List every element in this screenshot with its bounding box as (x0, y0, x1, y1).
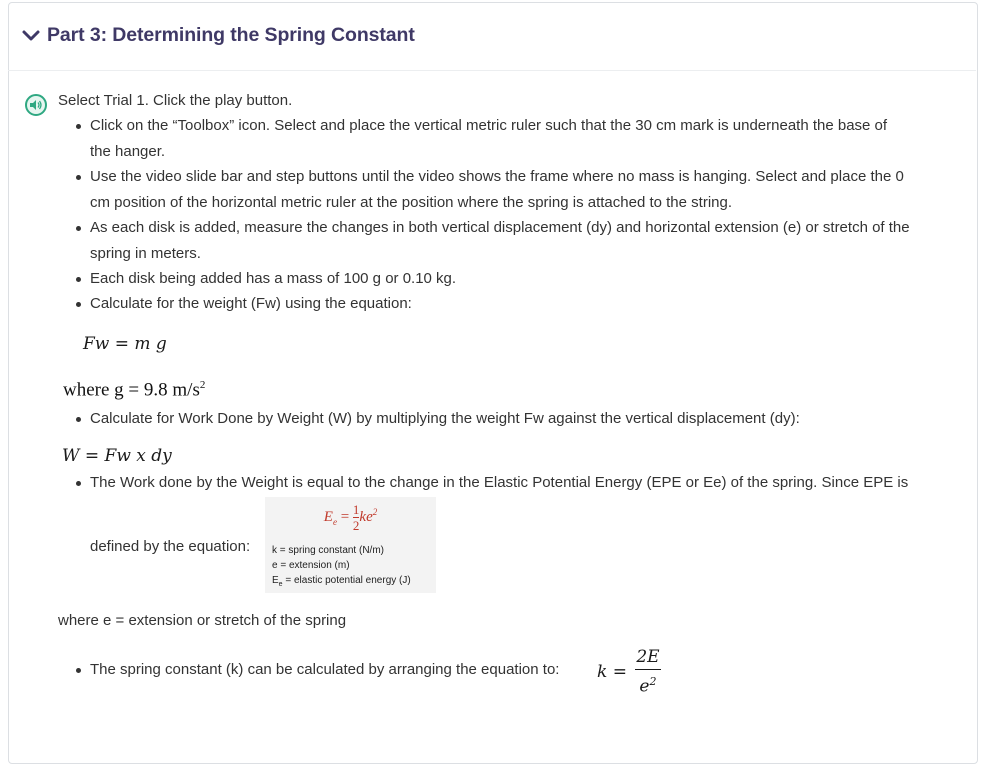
formula-legend-ee: $E_e$ = elastic potential energy (J) (272, 575, 411, 588)
formula-legend-e: e = extension (m) (272, 560, 350, 571)
k-numerator: 2E (636, 647, 660, 667)
section-header[interactable] (21, 24, 415, 47)
bullet-text: Calculate for Work Done by Weight (W) by multiplying the weight Fw against the vertical displacement (dy): (90, 410, 800, 427)
bullet-text: Click on the “Toolbox” icon. Select and place the vertical metric ruler such that the 30 cm mark is underneath the base of (90, 117, 888, 134)
bullet-text: Use the video slide bar and step buttons until the video shows the frame where no mass is hanging. Select and place the 0 (90, 168, 904, 185)
intro-text: Select Trial 1. Click the play button. (58, 92, 293, 109)
bullet-dot (76, 417, 81, 422)
defined-by-text: defined by the equation: (90, 538, 251, 555)
k-denominator: $e^2$ (639, 675, 657, 697)
divider (8, 70, 976, 71)
equation-fw: Fw = m g (83, 334, 167, 354)
section-title: Part 3: Determining the Spring Constant (47, 24, 415, 46)
bullet-dot (76, 226, 81, 231)
bullet-dot (76, 277, 81, 282)
equation-k: k = 2E $e^2$ (597, 647, 660, 697)
bullet-dot (76, 124, 81, 129)
bullet-text: spring in meters. (90, 245, 201, 262)
epe-formula-image (265, 497, 436, 593)
epe-formula: $E_e$ = $\frac{1}{2}$ $ke^2$ (323, 502, 378, 533)
bullet-text: As each disk is added, measure the changes in both vertical displacement (dy) and horizontal extension (e) or stretch of the (90, 219, 910, 236)
bullet-dot (76, 668, 81, 673)
formula-legend-k: k = spring constant (N/m) (272, 545, 384, 556)
where-g-text: where g = 9.8 $m/s^2$ (63, 379, 206, 401)
bullet-text: Each disk being added has a mass of 100 g or 0.10 kg. (90, 270, 457, 287)
bullet-dot (76, 481, 81, 486)
bullet-dot (76, 302, 81, 307)
where-e-text: where e = extension or stretch of the spring (58, 612, 347, 629)
speaker-icon[interactable] (25, 94, 47, 116)
bullet-text: cm position of the horizontal metric ruler at the position where the spring is attached to the string. (90, 194, 732, 211)
bullet-text: The Work done by the Weight is equal to the change in the Elastic Potential Energy (EPE or Ee) of the spring. Since EPE is (90, 474, 909, 491)
bullet-text: the hanger. (90, 143, 166, 160)
chevron-down-icon[interactable] (21, 26, 41, 46)
bullet-text: Calculate for the weight (Fw) using the equation: (90, 295, 412, 312)
bullet-text: The spring constant (k) can be calculated by arranging the equation to: (90, 661, 560, 678)
equation-w: W = Fw x dy (62, 446, 172, 466)
bullet-dot (76, 175, 81, 180)
